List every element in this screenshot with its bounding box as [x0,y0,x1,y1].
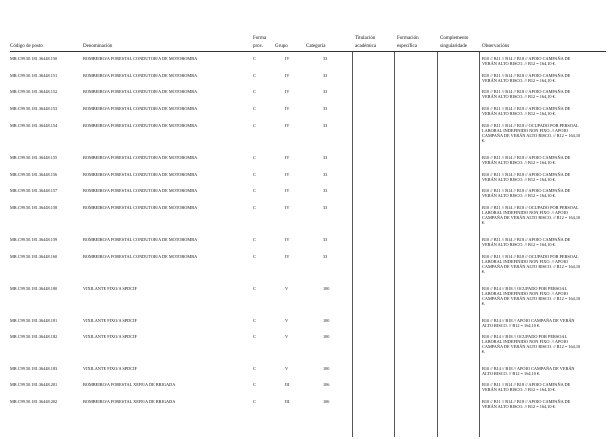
row-grupo: IV [285,56,290,61]
header-formacion-line1: Formación [397,36,419,41]
header-complemento-line2: singularidade [440,44,467,49]
header-complemento-line1: Complemento [440,36,469,41]
row-observacions [482,286,606,306]
observacion-line: CAMPAÑA DE VERÁN ALTO RISCO. // B12 = 164,10 [482,215,581,221]
row-codigo: MR.C99.50.181.36448.154 [10,123,58,128]
observacion-line: VERÁN ALTO RISCO. // B12 = 164,10 €. [482,177,556,183]
row-observacions [482,123,606,143]
observacion-line: B10 // B11 // B14 // B18 // APOIO CAMPAÑA DE [482,237,571,242]
row-denominacion: BOMBEIRO/A FORESTAL CONDUTOR/A DE MOTOBOMBA [83,73,198,78]
row-grupo: IV [285,188,290,193]
observacion-line: B10 // B14 // B18 // APOIO CAMPAÑA DE VERÁN [482,366,575,371]
row-grupo: III [285,399,290,404]
observacion-line: B10 // B11 // B14 // B18 // APOIO CAMPAÑA DE [482,89,571,94]
observacion-line: LABORAL INDEFINIDO NON FIXO. // APOIO [482,291,569,297]
row-forma-prov: C [253,89,256,94]
row-grupo: IV [285,123,290,128]
row-categoria: 33 [323,237,328,242]
row-codigo: MR.C99.50.181.36448.180 [10,286,58,291]
observacion-line: B10 // B11 // B14 // B18 // APOIO CAMPAÑA DE [482,172,571,177]
row-grupo: IV [285,205,290,210]
row-categoria: 100 [323,286,330,291]
row-grupo: V [285,334,289,339]
row-forma-prov: C [253,155,256,160]
row-observacions [482,399,606,409]
observacion-line: CAMPAÑA DE VERÁN ALTO RISCO. // B12 = 164,10 [482,264,581,270]
row-forma-prov: C [253,318,256,323]
row-observacions [482,73,606,83]
observacion-line: LABORAL INDEFINIDO NON FIXO. // APOIO [482,128,569,134]
row-categoria: 100 [323,366,330,371]
observacion-line: LABORAL INDEFINIDO NON FIXO. // APOIO [482,210,569,216]
row-forma-prov: C [253,205,256,210]
row-grupo: V [285,286,289,291]
row-denominacion: BOMBEIRO/A FORESTAL CONDUTOR/A DE MOTOBOMBA [83,106,198,111]
observacion-line: VERÁN ALTO RISCO. // B12 = 164,10 €. [482,193,556,199]
row-denominacion: BOMBEIRO/A FORESTAL CONDUTOR/A DE MOTOBOMBA [83,89,198,94]
row-observacions [482,334,606,354]
row-observacions [482,318,606,328]
row-grupo: IV [285,106,290,111]
row-grupo: III [285,382,290,387]
row-denominacion: BOMBEIRO/A FORESTAL CONDUTOR/A DE MOTOBOMBA [83,56,198,61]
row-forma-prov: C [253,73,256,78]
row-forma-prov: C [253,237,256,242]
row-grupo: V [285,318,289,323]
row-denominacion: BOMBEIRO/A FORESTAL CONDUTOR/A DE MOTOBOMBA [83,188,198,193]
observacion-line: VERÁN ALTO RISCO. // B12 = 164,10 €. [482,404,556,410]
row-grupo: IV [285,254,290,259]
row-observacions [482,254,606,274]
row-denominacion: VIXILANTE FIXO/A SPDCIF [83,286,137,291]
row-categoria: 33 [323,123,328,128]
observacion-line: €. [482,349,486,355]
row-forma-prov: C [253,188,256,193]
header-rule [10,51,606,52]
observacion-line: VERÁN ALTO RISCO. // B12 = 164,10 €. [482,94,556,100]
row-denominacion: BOMBEIRO/A FORESTAL CONDUTOR/A DE MOTOBOMBA [83,237,198,242]
row-grupo: V [285,366,289,371]
row-forma-prov: C [253,399,256,404]
row-denominacion: BOMBEIRO/A FORESTAL XEFE/A DE BRIGADA [83,382,176,387]
observacion-line: VERÁN ALTO RISCO. // B12 = 164,10 €. [482,78,556,84]
observacion-line: B10 // B11 // B14 // B18 // APOIO CAMPAÑA DE [482,73,571,78]
observacion-line: B10 // B11 // B14 // B18 // OCUPADO POR PERSOAL [482,254,579,259]
row-denominacion: VIXILANTE FIXO/A SPDCIF [83,334,137,339]
observacion-line: LABORAL INDEFINIDO NON FIXO. // APOIO [482,259,569,265]
observacion-line: B10 // B14 // B18 // OCUPADO POR PERSOAL [482,286,568,291]
row-denominacion: BOMBEIRO/A FORESTAL CONDUTOR/A DE MOTOBOMBA [83,205,198,210]
row-denominacion: BOMBEIRO/A FORESTAL CONDUTOR/A DE MOTOBOMBA [83,172,198,177]
row-codigo: MR.C99.50.181.36448.153 [10,106,58,111]
row-forma-prov: C [253,286,256,291]
row-codigo: MR.C99.50.181.36448.157 [10,188,58,193]
observacion-line: B10 // B11 // B14 // B18 // APOIO CAMPAÑA DE [482,399,571,404]
row-codigo: MR.C99.50.181.36448.151 [10,73,58,78]
header-titulacion-line2: académica [355,44,377,49]
row-categoria: 33 [323,89,328,94]
row-forma-prov: C [253,172,256,177]
row-codigo: MR.C99.50.181.36448.156 [10,172,58,177]
row-categoria: 33 [323,106,328,111]
header-observacions: Observacións [482,44,510,49]
observacion-line: LABORAL INDEFINIDO NON FIXO. // APOIO [482,339,569,345]
row-forma-prov: C [253,366,256,371]
observacion-line: B10 // B11 // B14 // B18 // APOIO CAMPAÑA DE [482,106,571,111]
row-forma-prov: C [253,382,256,387]
header-formacion-line2: específica [397,44,417,49]
column-separator-complemento [437,52,438,437]
row-codigo: MR.C99.50.181.36448.159 [10,237,58,242]
observacion-line: VERÁN ALTO RISCO. // B12 = 164,10 €. [482,160,556,166]
observacion-line: VERÁN ALTO RISCO. // B12 = 164,10 €. [482,242,556,248]
observacion-line: €. [482,269,486,275]
column-separator-observacions [479,52,480,437]
observacion-line: ALTO RISCO. // B12 = 164,10 €. [482,371,541,377]
row-denominacion: VIXILANTE FIXO/A SPDCIF [83,366,137,371]
header-forma-prov-line2: prov. [253,44,264,49]
row-denominacion: BOMBEIRO/A FORESTAL CONDUTOR/A DE MOTOBOMBA [83,123,198,128]
row-forma-prov: C [253,334,256,339]
row-categoria: 33 [323,56,328,61]
row-categoria: 100 [323,334,330,339]
row-grupo: IV [285,172,290,177]
row-forma-prov: C [253,254,256,259]
row-forma-prov: C [253,56,256,61]
row-categoria: 100 [323,318,330,323]
row-denominacion: VIXILANTE FIXO/A SPDCIF [83,318,137,323]
observacion-line: CAMPAÑA DE VERÁN ALTO RISCO. // B12 = 164,10 [482,344,581,350]
observacion-line: €. [482,138,486,144]
observacion-line: B10 // B11 // B14 // B18 // APOIO CAMPAÑA DE [482,155,571,160]
observacion-line: CAMPAÑA DE VERÁN ALTO RISCO. // B12 = 164,10 [482,133,581,139]
observacion-line: B10 // B11 // B14 // B18 // APOIO CAMPAÑA DE [482,188,571,193]
observacion-line: VERÁN ALTO RISCO. // B12 = 164,10 €. [482,61,556,67]
observacion-line: ALTO RISCO. // B12 = 164,10 €. [482,323,541,329]
row-categoria: 33 [323,205,328,210]
row-codigo: MR.C99.50.181.36448.155 [10,155,58,160]
observacion-line: B10 // B11 // B14 // B18 // OCUPADO POR PERSOAL [482,205,579,210]
row-observacions [482,237,606,247]
observacion-line: VERÁN ALTO RISCO. // B12 = 164,10 €. [482,111,556,117]
observacion-line: B10 // B14 // B18 // APOIO CAMPAÑA DE VERÁN [482,318,575,323]
row-categoria: 33 [323,172,328,177]
header-titulacion-line1: Titulación [355,36,376,41]
row-codigo: MR.C99.50.181.36448.150 [10,56,58,61]
header-categoria: Categoría [306,44,326,49]
row-observacions [482,382,606,392]
row-denominacion: BOMBEIRO/A FORESTAL XEFE/A DE BRIGADA [83,399,176,404]
row-codigo: MR.C99.50.181.36448.158 [10,205,58,210]
observacion-line: B10 // B11 // B14 // B18 // APOIO CAMPAÑA DE [482,56,571,61]
row-categoria: 33 [323,254,328,259]
observacion-line: B10 // B11 // B14 // B18 // OCUPADO POR PERSOAL [482,123,579,128]
row-grupo: IV [285,237,290,242]
row-observacions [482,89,606,99]
observacion-line: B10 // B11 // B14 // B18 // APOIO CAMPAÑA DE [482,382,571,387]
row-categoria: 33 [323,188,328,193]
observacion-line: B10 // B14 // B18 // OCUPADO POR PERSOAL [482,334,568,339]
row-categoria: 106 [323,399,330,404]
row-grupo: IV [285,155,290,160]
observacion-line: €. [482,220,486,226]
row-observacions [482,188,606,198]
row-denominacion: BOMBEIRO/A FORESTAL CONDUTOR/A DE MOTOBOMBA [83,254,198,259]
row-observacions [482,155,606,165]
column-separator-titulacion [352,52,353,437]
header-forma-prov-line1: Forma [253,36,267,41]
row-categoria: 33 [323,155,328,160]
observacion-line: VERÁN ALTO RISCO. // B12 = 164,10 €. [482,387,556,393]
row-forma-prov: C [253,123,256,128]
row-codigo: MR.C99.50.181.36448.152 [10,89,58,94]
header-grupo: Grupo [275,44,288,49]
row-observacions [482,205,606,225]
row-codigo: MR.C99.50.181.36448.181 [10,318,58,323]
column-separator-formacion [394,52,395,437]
observacion-line: €. [482,301,486,307]
row-observacions [482,106,606,116]
row-observacions [482,56,606,66]
row-observacions [482,172,606,182]
row-categoria: 33 [323,73,328,78]
header-codigo: Código de posto [10,44,43,49]
row-observacions [482,366,606,376]
row-codigo: MR.C99.50.181.36448.202 [10,399,58,404]
row-codigo: MR.C99.50.181.36448.182 [10,334,58,339]
header-denominacion: Denominación [83,44,113,49]
row-codigo: MR.C99.50.181.36448.201 [10,382,58,387]
observacion-line: CAMPAÑA DE VERÁN ALTO RISCO. // B12 = 164,10 [482,296,581,302]
row-denominacion: BOMBEIRO/A FORESTAL CONDUTOR/A DE MOTOBOMBA [83,155,198,160]
row-forma-prov: C [253,106,256,111]
row-codigo: MR.C99.50.181.36448.160 [10,254,58,259]
row-grupo: IV [285,89,290,94]
row-codigo: MR.C99.50.181.36448.183 [10,366,58,371]
row-grupo: IV [285,73,290,78]
row-categoria: 106 [323,382,330,387]
